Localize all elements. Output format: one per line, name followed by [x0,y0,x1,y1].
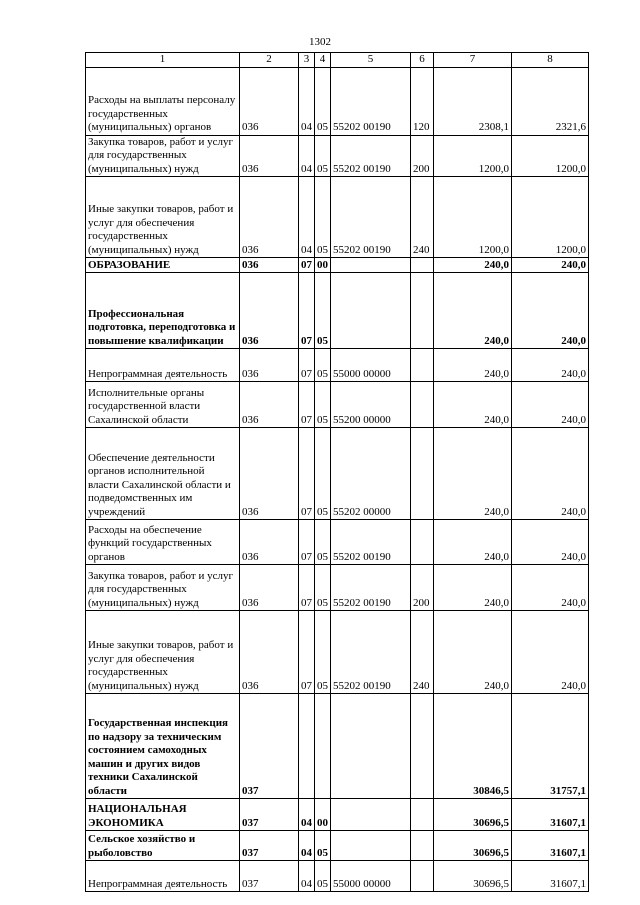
subsection-code-cell: 05 [315,611,331,694]
amount-year1-cell: 30696,5 [434,861,512,892]
target-article-cell: 55202 00190 [331,135,411,177]
expense-type-cell: 240 [411,611,434,694]
section-code-cell: 07 [299,428,315,520]
section-code-cell: 07 [299,258,315,273]
row-name-cell: Обеспечение деятельности органов исполнительной власти Сахалинской области и подведомственных им учреждений [86,428,240,520]
subsection-code-cell: 05 [315,565,331,611]
table-row [86,694,589,799]
table-row [86,135,589,177]
ministry-code-cell: 036 [240,428,299,520]
expense-type-cell [411,258,434,273]
header-cell: 3 [299,53,315,68]
ministry-code-cell: 037 [240,861,299,892]
subsection-code-cell [315,694,331,799]
target-article-cell: 55202 00190 [331,565,411,611]
amount-year2-cell: 31607,1 [512,799,589,831]
row-name-cell: Иные закупки товаров, работ и услуг для обеспечения государственных (муниципальных) нужд [86,177,240,258]
table-row [86,611,589,694]
expense-type-cell [411,831,434,861]
budget-table [85,52,589,892]
ministry-code-cell: 036 [240,520,299,565]
target-article-cell: 55200 00000 [331,382,411,428]
section-code-cell: 07 [299,273,315,349]
section-code-cell: 07 [299,611,315,694]
amount-year2-cell: 240,0 [512,565,589,611]
table-row [86,67,589,135]
expense-type-cell: 120 [411,67,434,135]
subsection-code-cell: 05 [315,861,331,892]
row-name-cell: Непрограммная деятельность [86,349,240,382]
table-header-row [86,53,589,68]
amount-year1-cell: 240,0 [434,273,512,349]
row-name-cell: Профессиональная подготовка, переподготовка и повышение квалификации [86,273,240,349]
expense-type-cell [411,694,434,799]
subsection-code-cell: 05 [315,520,331,565]
row-name-cell: Закупка товаров, работ и услуг для государственных (муниципальных) нужд [86,135,240,177]
header-cell: 6 [411,53,434,68]
amount-year1-cell: 240,0 [434,520,512,565]
expense-type-cell: 240 [411,177,434,258]
target-article-cell [331,831,411,861]
amount-year2-cell: 31757,1 [512,694,589,799]
ministry-code-cell: 036 [240,565,299,611]
amount-year2-cell: 240,0 [512,382,589,428]
page-number: 1302 [309,36,331,48]
amount-year2-cell: 31607,1 [512,861,589,892]
table-row [86,258,589,273]
amount-year2-cell: 31607,1 [512,831,589,861]
section-code-cell: 07 [299,565,315,611]
amount-year1-cell: 1200,0 [434,177,512,258]
amount-year2-cell: 240,0 [512,273,589,349]
expense-type-cell [411,861,434,892]
target-article-cell [331,799,411,831]
ministry-code-cell: 037 [240,694,299,799]
subsection-code-cell: 00 [315,799,331,831]
table-row [86,831,589,861]
section-code-cell: 04 [299,177,315,258]
subsection-code-cell: 05 [315,428,331,520]
section-code-cell: 04 [299,831,315,861]
header-cell: 5 [331,53,411,68]
table-row [86,861,589,892]
expense-type-cell [411,273,434,349]
section-code-cell: 07 [299,349,315,382]
section-code-cell: 04 [299,861,315,892]
amount-year1-cell: 1200,0 [434,135,512,177]
amount-year2-cell: 2321,6 [512,67,589,135]
amount-year2-cell: 240,0 [512,428,589,520]
target-article-cell [331,273,411,349]
section-code-cell [299,694,315,799]
amount-year1-cell: 30696,5 [434,831,512,861]
ministry-code-cell: 036 [240,611,299,694]
expense-type-cell [411,428,434,520]
table-row [86,428,589,520]
section-code-cell: 07 [299,520,315,565]
amount-year1-cell: 240,0 [434,349,512,382]
amount-year2-cell: 240,0 [512,520,589,565]
row-name-cell: Иные закупки товаров, работ и услуг для обеспечения государственных (муниципальных) нужд [86,611,240,694]
subsection-code-cell: 05 [315,177,331,258]
section-code-cell: 04 [299,799,315,831]
ministry-code-cell: 037 [240,831,299,861]
ministry-code-cell: 036 [240,135,299,177]
amount-year1-cell: 2308,1 [434,67,512,135]
expense-type-cell [411,799,434,831]
subsection-code-cell: 05 [315,349,331,382]
ministry-code-cell: 036 [240,67,299,135]
target-article-cell [331,694,411,799]
expense-type-cell [411,520,434,565]
table-row [86,349,589,382]
target-article-cell: 55202 00190 [331,611,411,694]
target-article-cell: 55000 00000 [331,349,411,382]
header-cell: 8 [512,53,589,68]
header-cell: 1 [86,53,240,68]
table-row [86,799,589,831]
amount-year2-cell: 240,0 [512,349,589,382]
ministry-code-cell: 036 [240,273,299,349]
target-article-cell: 55202 00190 [331,520,411,565]
expense-type-cell [411,349,434,382]
section-code-cell: 07 [299,382,315,428]
amount-year1-cell: 240,0 [434,258,512,273]
table-row [86,177,589,258]
table-row [86,565,589,611]
ministry-code-cell: 036 [240,382,299,428]
target-article-cell: 55202 00190 [331,67,411,135]
amount-year1-cell: 240,0 [434,611,512,694]
subsection-code-cell: 05 [315,831,331,861]
table-row [86,520,589,565]
row-name-cell: Непрограммная деятельность [86,861,240,892]
row-name-cell: Государственная инспекция по надзору за техническим состоянием самоходных машин и других видов техники Сахалинской области [86,694,240,799]
expense-type-cell [411,382,434,428]
subsection-code-cell: 05 [315,382,331,428]
row-name-cell: НАЦИОНАЛЬНАЯ ЭКОНОМИКА [86,799,240,831]
header-cell: 7 [434,53,512,68]
amount-year2-cell: 1200,0 [512,177,589,258]
table-row [86,273,589,349]
ministry-code-cell: 036 [240,177,299,258]
header-cell: 4 [315,53,331,68]
row-name-cell: Расходы на обеспечение функций государственных органов [86,520,240,565]
row-name-cell: ОБРАЗОВАНИЕ [86,258,240,273]
expense-type-cell: 200 [411,135,434,177]
table-row [86,382,589,428]
subsection-code-cell: 05 [315,273,331,349]
section-code-cell: 04 [299,67,315,135]
ministry-code-cell: 036 [240,258,299,273]
target-article-cell: 55000 00000 [331,861,411,892]
target-article-cell: 55202 00000 [331,428,411,520]
subsection-code-cell: 00 [315,258,331,273]
amount-year1-cell: 240,0 [434,428,512,520]
header-cell: 2 [240,53,299,68]
amount-year2-cell: 240,0 [512,258,589,273]
amount-year2-cell: 1200,0 [512,135,589,177]
row-name-cell: Закупка товаров, работ и услуг для государственных (муниципальных) нужд [86,565,240,611]
amount-year1-cell: 240,0 [434,382,512,428]
target-article-cell: 55202 00190 [331,177,411,258]
amount-year1-cell: 30846,5 [434,694,512,799]
row-name-cell: Сельское хозяйство и рыболовство [86,831,240,861]
subsection-code-cell: 05 [315,135,331,177]
amount-year1-cell: 240,0 [434,565,512,611]
row-name-cell: Расходы на выплаты персоналу государственных (муниципальных) органов [86,67,240,135]
row-name-cell: Исполнительные органы государственной власти Сахалинской области [86,382,240,428]
section-code-cell: 04 [299,135,315,177]
expense-type-cell: 200 [411,565,434,611]
amount-year2-cell: 240,0 [512,611,589,694]
ministry-code-cell: 037 [240,799,299,831]
target-article-cell [331,258,411,273]
amount-year1-cell: 30696,5 [434,799,512,831]
ministry-code-cell: 036 [240,349,299,382]
subsection-code-cell: 05 [315,67,331,135]
